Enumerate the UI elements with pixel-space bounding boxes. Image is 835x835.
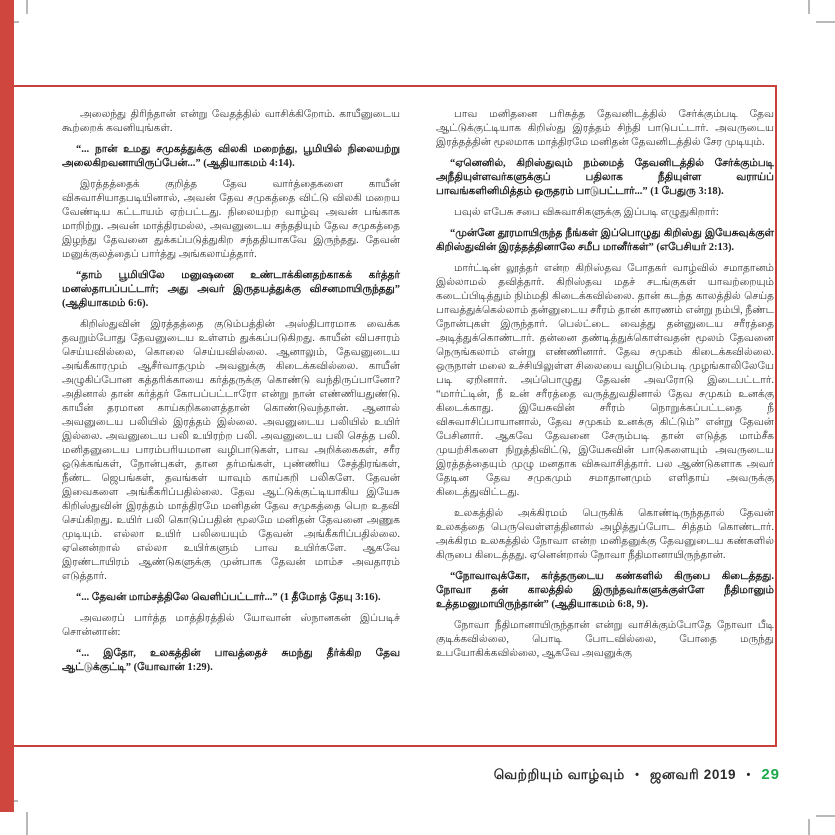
body-paragraph: கிறிஸ்துவின் இரத்தத்தை குடும்பத்தின் அஸ்திபாரமாக வைக்க தவறும்போது தேவனுடைய உள்ளம் துக்கப்படுகிறது. காயீன் விபசாரம் செய்யவில்லை, கொலை செய்யவில்லை. ஆனாலும், தேவனுடைய அங்கீகாரமும் ஆசீர்வாதமும் அவனுக்கு கிடைக்கவில்லை. காயீன் அழுகிப்போன கத்தரிக்காயை கர்த்தருக்கு கொண்டு வந்திருப்பானோ? அதினால் தான் கர்த்தர் கோபப்பட்டாரோ என்று நான் எண்ணியதுண்டு. காயீன் தரமான காய்கறிகளைத்தான் கொண்டுவந்தான். ஆனால் அவனுடைய பலியில் இரத்தம் இல்லை. அவனுடைய பலியில் உயிர் இல்லை. அவனுடைய பலி உயிரற்ற பலி. அவனுடைய பலி செத்த பலி. மனிதனுடைய பாரம்பரியமான வழிபாடுகள், பாவ அறிக்கைகள், சரீர ஒடுக்கங்கள், நோன்புகள், தான தர்மங்கள், புண்ணிய சேத்திரங்கள், நீண்ட ஜெபங்கள், தவங்கள் யாவும் காய்கறி பலிகளே. தேவன் இவைகளை அங்கீகரிப்பதில்லை. தேவ ஆட்டுக்குட்டியாகிய இயேசு கிறிஸ்துவின் இரத்தம் மாத்திரமே மனிதன் தேவ சமுகத்தை பெற உதவி செய்கிறது. உயிர் பலி கொடுப்பதின் மூலமே மனிதன் தேவனை அணுக முடியும். எல்லா உயிர் பலியையும் தேவன் அங்கீகரிப்பதில்லை. ஏனென்றால் எல்லா உயிர்களும் பாவ உயிர்களே. ஆகவே இரண்டாயிரம் ஆண்டுகளுக்கு முன்பாக தேவன் மாம்ச அவதாரம் எடுத்தார். (62, 319, 400, 582)
scripture-quote: “... தேவன் மாம்சத்திலே வெளிப்பட்டார்...” (1 தீமோத் தேயு 3:16). (76, 592, 381, 603)
page-number: 29 (761, 766, 780, 783)
left-text-column (62, 108, 400, 682)
left-spine-bar (0, 0, 14, 812)
scripture-quote: “முன்னே தூரமாயிருந்த நீங்கள் இப்பொழுது கிறிஸ்து இயேசுவுக்குள் கிறிஸ்துவின் இரத்தத்தினாலே சமீப மானீர்கள்” (எபேசியர் 2:13). (436, 228, 774, 253)
right-text-column (436, 108, 774, 668)
crop-mark-top-right-horizontal (816, 21, 835, 23)
page-footer (494, 766, 780, 785)
body-paragraph: மார்ட்டின் லூத்தர் என்ற கிறிஸ்தவ போதகர் வாழ்வில் சமாதானம் இல்லாமல் தவித்தார். கிறிஸ்தவ மதச் சடங்குகள் யாவற்றையும் கடைப்பிடித்தும் நிம்மதி கிடைக்கவில்லை. தான் கடந்த காலத்தில் செய்த பாவத்துக்கெல்லாம் தன்னுடைய சரீரம் தான் காரணம் என்று நம்பி, நீண்ட நோன்புகள் இருந்தார். பெல்ட்டை வைத்து தன்னுடைய சரீரத்தை அடித்துக்கொண்டார். தன்னை தண்டித்துக்கொள்வதன் மூலம் தேவனை நெருங்கலாம் என்று எண்ணினார். தேவ சமுகம் கிடைக்கவில்லை. ஒருநாள் மலை உச்சியிலுள்ள சிலையை வழிபடும்படி முழங்காலிலேயே படி ஏறினார். அப்பொழுது தேவன் அவரோடு இடைபட்டார். “மார்ட்டின், நீ உன் சரீரத்தை வருத்துவதினால் தேவ சமுகம் உனக்கு கிடைக்காது. இயேசுவின் சரீரம் நொறுக்கப்பட்டதை நீ விசுவாசிப்பாயானால், தேவ சமுகம் உனக்கு கிட்டும்” என்று தேவன் பேசினார். ஆகவே தேவனை சேரும்படி தான் எடுத்த மாம்சீக முயற்சிகளை நிறுத்திவிட்டு, இயேசுவின் பாடுகளையும் அவருடைய இரத்தத்தையும் முழு மனதாக விசுவாசித்தார். பல ஆண்டுகளாக அவர் தேடின தேவ சமுகமும் சமாதானமும் எளிதாய் அவருக்கு கிடைத்துவிட்டது. (436, 263, 774, 498)
content-frame-right-rule (775, 85, 777, 747)
crop-mark-bottom-right-horizontal (816, 815, 835, 817)
footer-separator: • (635, 769, 640, 781)
crop-mark-bottom-left-vertical (26, 812, 28, 835)
scripture-quote: “தாம் பூமியிலே மனுஷனை உண்டாக்கினதற்காகக் கர்த்தர் மனஸ்தாபப்பட்டார்; அது அவர் இருதயத்துக்கு விசனமாயிருந்தது” (ஆதியாகமம் 6:6). (62, 270, 400, 309)
body-paragraph: பவுல் எபேசு சபை விசுவாசிகளுக்கு இப்படி எழுதுகிறார்: (454, 207, 719, 218)
magazine-title: வெற்றியும் வாழ்வும் (493, 767, 625, 782)
content-frame-bottom-rule (10, 745, 777, 747)
issue-date: ஜனவரி 2019 (649, 767, 737, 782)
crop-mark-bottom-right-vertical (808, 819, 810, 835)
body-paragraph: நோவா நீதிமானாயிருந்தான் என்று வாசிக்கும்போதே நோவா பீடி குடிக்கவில்லை, பொடி போடவில்லை, போதை மருந்து உபயோகிக்கவில்லை, ஆகவே அவனுக்கு (436, 620, 774, 659)
body-paragraph: உலகத்தில் அக்கிரமம் பெருகிக் கொண்டிருந்ததால் தேவன் உலகத்தை பெருவெள்ளத்தினால் அழித்துப்போட சித்தம் கொண்டார். அக்கிரம உலகத்தில் நோவா என்ற மனிதனுக்கு தேவனுடைய கண்களில் கிருபை கிடைத்தது. ஏனென்றால் நோவா நீதிமானாயிருந்தான். (436, 508, 774, 561)
body-paragraph: அவரைப் பார்த்த மாத்திரத்தில் யோவான் ஸ்நானகன் இப்படிச் சொன்னான்: (62, 613, 400, 638)
body-paragraph: பாவ மனிதனை பரிசுத்த தேவனிடத்தில் சேர்க்கும்படி தேவ ஆட்டுக்குட்டியாக கிறிஸ்து இரத்தம் சிந்தி பாடுபட்டார். அவருடைய இரத்தத்தின் மூலமாக மாத்திரமே மனிதன் தேவனிடத்தில் சேர முடியும். (436, 109, 774, 148)
scripture-quote: “நோவாவுக்கோ, கர்த்தருடைய கண்களில் கிருபை கிடைத்தது. நோவா தன் காலத்தில் இருந்தவர்களுக்குள்ளே நீதிமானும் உத்தமனுமாயிருந்தான்” (ஆதியாகமம் 6:8, 9). (436, 571, 774, 610)
content-frame-top-rule (10, 85, 777, 87)
crop-mark-top-left-vertical (26, 0, 28, 14)
scripture-quote: “ஏனெனில், கிறிஸ்துவும் நம்மைத் தேவனிடத்தில் சேர்க்கும்படி அநீதியுள்ளவர்களுக்குப் பதிலாக நீதியுள்ள வராய்ப் பாவங்களினிமித்தம் ஒருதரம் பாடுபட்டார்...” (1 பேதுரு 3:18). (436, 158, 774, 197)
body-paragraph: அலைந்து திரிந்தான் என்று வேதத்தில் வாசிக்கிறோம். காயீனுடைய கூற்றைக் கவனியுங்கள். (62, 109, 400, 134)
scripture-quote: “... இதோ, உலகத்தின் பாவத்தைச் சுமந்து தீர்க்கிற தேவ ஆட்டுக்குட்டி” (யோவான் 1:29). (62, 648, 400, 673)
scripture-quote: “... நான் உமது சமுகத்துக்கு விலகி மறைந்து, பூமியில் நிலையற்று அலைகிறவனாயிருப்பேன்...” (ஆதியாகமம் 4:14). (62, 144, 400, 169)
body-paragraph: இரத்தத்தைக் குறித்த தேவ வார்த்தைகளை காயீன் விசுவாசியாதபடியினால், அவன் தேவ சமுகத்தை விட்டு விலகி மறைய வேண்டிய கட்டாயம் ஏற்பட்டது. நிலையற்ற வாழ்வு அவன் பங்காக மாறிற்று. அவன் மாத்திரமல்ல, அவனுடைய சந்ததியும் தேவ சமுகத்தை இழந்து தேவனை துக்கப்படுத்துகிற சந்ததியாகவே இருந்தது. தேவன் மனுக்குலத்தைப் பார்த்து அங்கலாய்த்தார். (62, 179, 400, 260)
crop-mark-top-right-vertical (808, 0, 810, 14)
footer-separator: • (746, 769, 751, 781)
